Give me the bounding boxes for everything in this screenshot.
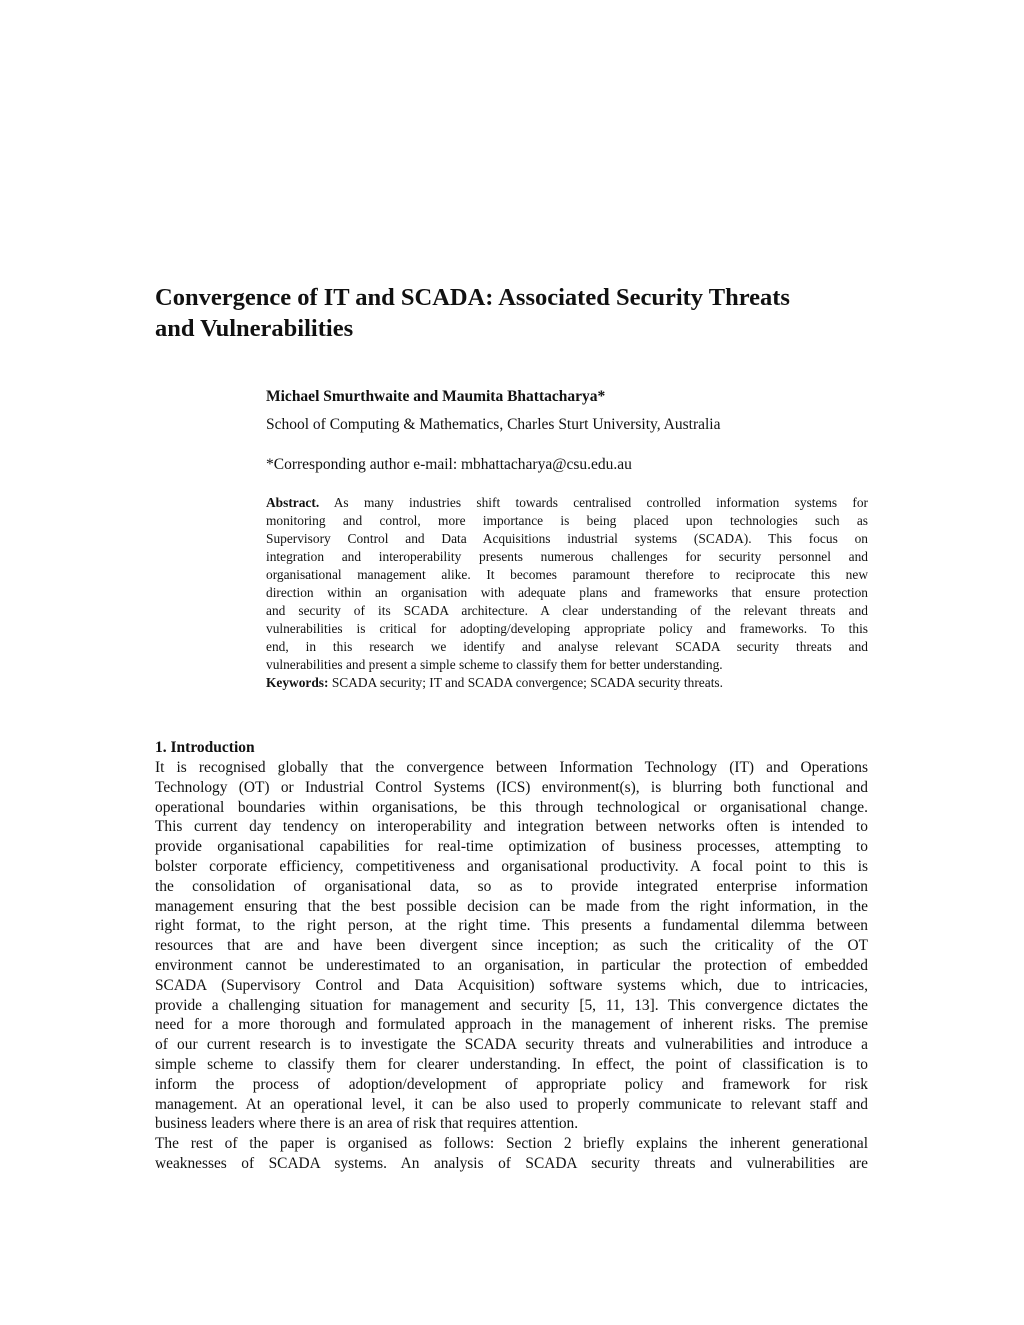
abstract-line: end, in this research we identify and analyse relevant SCADA security threats and	[266, 639, 868, 654]
body-line: This current day tendency on interoperability and integration between networks often is intended to	[155, 818, 868, 836]
introduction-body	[155, 758, 868, 1174]
section-heading-introduction: 1. Introduction	[155, 739, 255, 756]
body-line: provide a challenging situation for management and security [5, 11, 13]. This convergence dictates the	[155, 996, 868, 1014]
body-line: right format, to the right person, at the right time. This presents a fundamental dilemma between	[155, 917, 868, 935]
body-line: environment cannot be underestimated to an organisation, in particular the protection of embedded	[155, 956, 868, 974]
body-line: of our current research is to investigate the SCADA security threats and vulnerabilities and introduce a	[155, 1036, 868, 1054]
body-line: Technology (OT) or Industrial Control Systems (ICS) environment(s), is blurring both functional and	[155, 778, 868, 796]
abstract-line: monitoring and control, more importance is being placed upon technologies such as	[266, 513, 868, 528]
body-line: management ensuring that the best possible decision can be made from the right information, in the	[155, 897, 868, 915]
body-line: It is recognised globally that the convergence between Information Technology (IT) and Operations	[155, 759, 868, 776]
abstract-line: Abstract. As many industries shift towards centralised controlled information systems for	[266, 495, 869, 510]
body-line: provide organisational capabilities for real-time optimization of business processes, attempting to	[155, 838, 868, 856]
body-line: SCADA (Supervisory Control and Data Acquisition) software systems which, due to intricacies,	[155, 976, 868, 994]
body-line: The rest of the paper is organised as follows: Section 2 briefly explains the inherent generational	[155, 1135, 868, 1153]
abstract-line: vulnerabilities and present a simple scheme to classify them for better understanding.	[266, 657, 723, 672]
author-affiliation: School of Computing & Mathematics, Charles Sturt University, Australia	[266, 416, 721, 433]
abstract-label: Abstract.	[266, 495, 320, 510]
corresponding-author-email: *Corresponding author e-mail: mbhattacharya@csu.edu.au	[266, 456, 632, 473]
body-line: resources that are and have been divergent since inception; as such the criticality of the OT	[155, 937, 868, 955]
abstract-line: vulnerabilities is critical for adopting/developing appropriate policy and frameworks. To this	[266, 621, 868, 636]
body-line: inform the process of adoption/development of appropriate policy and framework for risk	[155, 1075, 868, 1093]
body-line: simple scheme to classify them for clearer understanding. In effect, the point of classification is to	[155, 1055, 868, 1073]
author-list: Michael Smurthwaite and Maumita Bhattacharya*	[266, 388, 606, 405]
abstract-line: organisational management alike. It becomes paramount therefore to reciprocate this new	[266, 567, 868, 582]
paper-title-line-2: and Vulnerabilities	[155, 315, 354, 342]
keywords-text: SCADA security; IT and SCADA convergence; SCADA security threats.	[331, 675, 723, 690]
keywords-label: Keywords:	[266, 675, 329, 690]
keywords-line	[266, 674, 868, 692]
body-line: management. At an operational level, it can be also used to properly communicate to relevant staff and	[155, 1095, 868, 1113]
paper-title-line-1: Convergence of IT and SCADA: Associated Security Threats	[155, 284, 790, 311]
body-line: need for a more thorough and formulated approach in the management of inherent risks. The premise	[155, 1016, 868, 1034]
body-line: bolster corporate efficiency, competitiveness and organisational productivity. A focal point to this is	[155, 857, 868, 875]
abstract-line: direction within an organisation with adequate plans and frameworks that ensure protection	[266, 585, 868, 600]
abstract-block	[266, 494, 868, 692]
abstract-line: integration and interoperability presents numerous challenges for security personnel and	[266, 549, 868, 564]
body-line: business leaders where there is an area of risk that requires attention.	[155, 1115, 579, 1133]
abstract-line: Supervisory Control and Data Acquisitions industrial systems (SCADA). This focus on	[266, 531, 868, 546]
body-line: operational boundaries within organisations, be this through technological or organisational change.	[155, 798, 868, 816]
body-line: weaknesses of SCADA systems. An analysis of SCADA security threats and vulnerabilities are	[155, 1154, 868, 1172]
paper-title	[155, 282, 875, 344]
body-line: the consolidation of organisational data, so as to provide integrated enterprise information	[155, 877, 868, 895]
abstract-line: and security of its SCADA architecture. A clear understanding of the relevant threats and	[266, 603, 868, 618]
